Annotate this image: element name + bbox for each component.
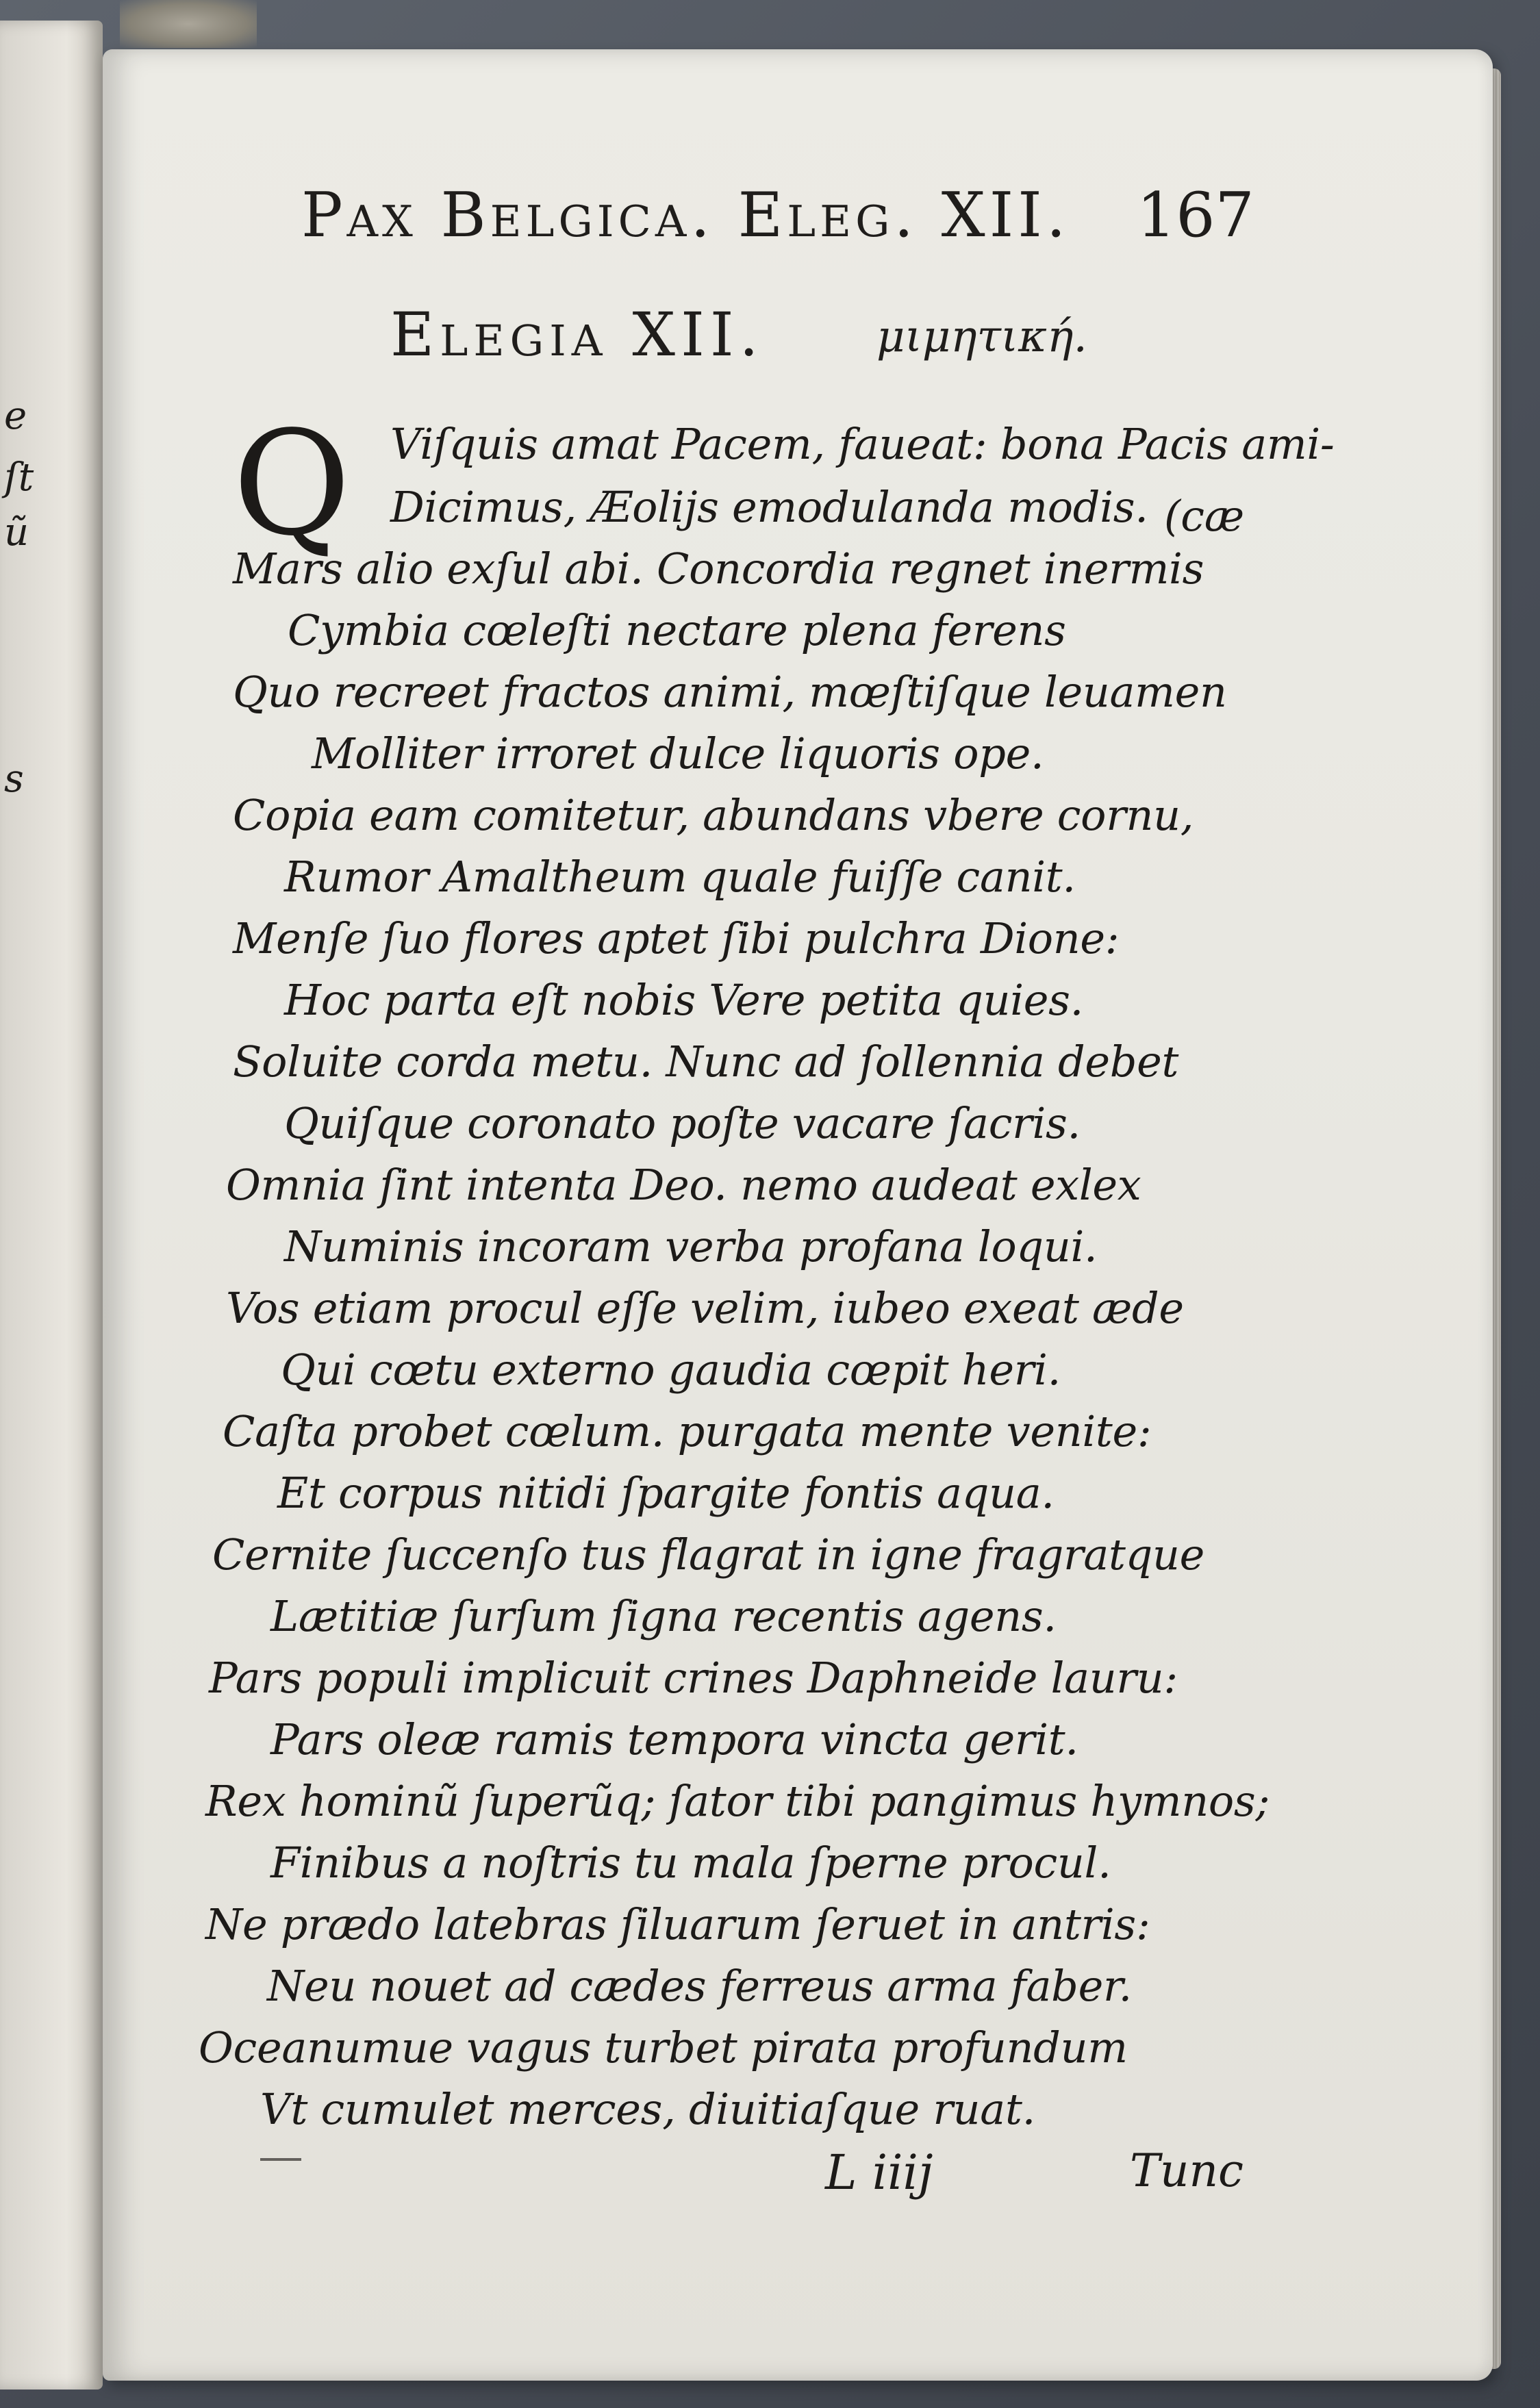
verse-line: Pars populi implicuit crines Daphneide lauru:	[209, 1653, 1178, 1703]
verse-line: Molliter irroret dulce liquoris ope.	[312, 728, 1044, 778]
verse-line: Dicimus, Æolijs emodulanda modis.	[390, 482, 1148, 532]
running-head	[103, 159, 1493, 262]
line-overflow-catch: (cæ	[1164, 491, 1245, 541]
binding-thread	[120, 0, 257, 48]
verse-line: Pars oleæ ramis tempora vincta gerit.	[270, 1714, 1078, 1764]
verse-line: Qui cœtu externo gaudia cœpit heri.	[281, 1345, 1061, 1395]
verse-line: Quo recreet fractos animi, mœſtiſque leuamen	[233, 667, 1227, 717]
verse-line: Finibus a noſtris tu mala ſperne procul.	[270, 1838, 1111, 1888]
verse-line: Rex hominũ ſuperũq; ſator tibi pangimus hymnos;	[205, 1776, 1270, 1826]
facing-page-fragment: ũ	[4, 510, 29, 555]
verse-line: Quiſque coronato poſte vacare ſacris.	[284, 1098, 1081, 1148]
verse-line: Vt cumulet merces, diuitiaſque ruat.	[260, 2084, 1035, 2134]
page-number: 167	[1137, 179, 1254, 251]
elegy-title: Elegia XII.	[390, 299, 764, 370]
verse-line: Omnia ſint intenta Deo. nemo audeat exlex	[226, 1160, 1141, 1210]
elegy-heading	[103, 299, 1493, 381]
facing-page-fragment: s	[4, 757, 24, 801]
running-head-title: Pax Belgica. Eleg. XII.	[301, 179, 1070, 251]
facing-page-fragment: e	[4, 394, 27, 438]
verse-line: Numinis incoram verba profana loqui.	[284, 1221, 1098, 1271]
verse-line: Lætitiæ ſurſum ſigna recentis agens.	[270, 1591, 1057, 1641]
facing-page-fragment: ſt	[4, 455, 34, 500]
catchword: Tunc	[1130, 2144, 1244, 2197]
verse-line: Soluite corda metu. Nunc ad ſollennia debet	[233, 1037, 1179, 1087]
verse-line: Neu nouet ad cædes ferreus arma faber.	[267, 1961, 1132, 2011]
verse-line: Caſta probet cœlum. purgata mente venite:	[223, 1406, 1152, 1456]
poem-body	[103, 400, 1493, 2199]
verse-line: Copia eam comitetur, abundans vbere cornu,	[233, 790, 1194, 840]
verse-line: Cymbia cœleſti nectare plena ferens	[288, 605, 1066, 655]
verse-line: Ne prædo latebras ſiluarum ſeruet in antris:	[205, 1899, 1150, 1949]
verse-line: Mars alio exſul abi. Concordia regnet inermis	[233, 544, 1204, 594]
verse-line: Menſe ſuo flores aptet ſibi pulchra Dione:	[233, 913, 1120, 963]
drop-cap: Q	[233, 400, 351, 568]
verse-line: Cernite ſuccenſo tus flagrat in igne fragratque	[212, 1530, 1205, 1580]
verse-line: Hoc parta eſt nobis Vere petita quies.	[284, 975, 1084, 1025]
signature-mark: L iiij	[825, 2144, 933, 2201]
page-footer	[103, 2144, 1493, 2227]
verse-line: Et corpus nitidi ſpargite fontis aqua.	[277, 1468, 1055, 1518]
elegy-greek-subtitle: μιμητική.	[876, 312, 1087, 362]
facing-page-edge	[0, 21, 103, 2390]
book-page	[103, 49, 1493, 2381]
verse-line: Rumor Amaltheum quale fuiſſe canit.	[284, 852, 1076, 902]
verse-line: Oceanumue vagus turbet pirata profundum	[199, 2023, 1128, 2073]
verse-line: Viſquis amat Pacem, faueat: bona Pacis ami-	[390, 419, 1335, 469]
verse-line: Vos etiam procul eſſe velim, iubeo exeat æde	[226, 1283, 1184, 1333]
